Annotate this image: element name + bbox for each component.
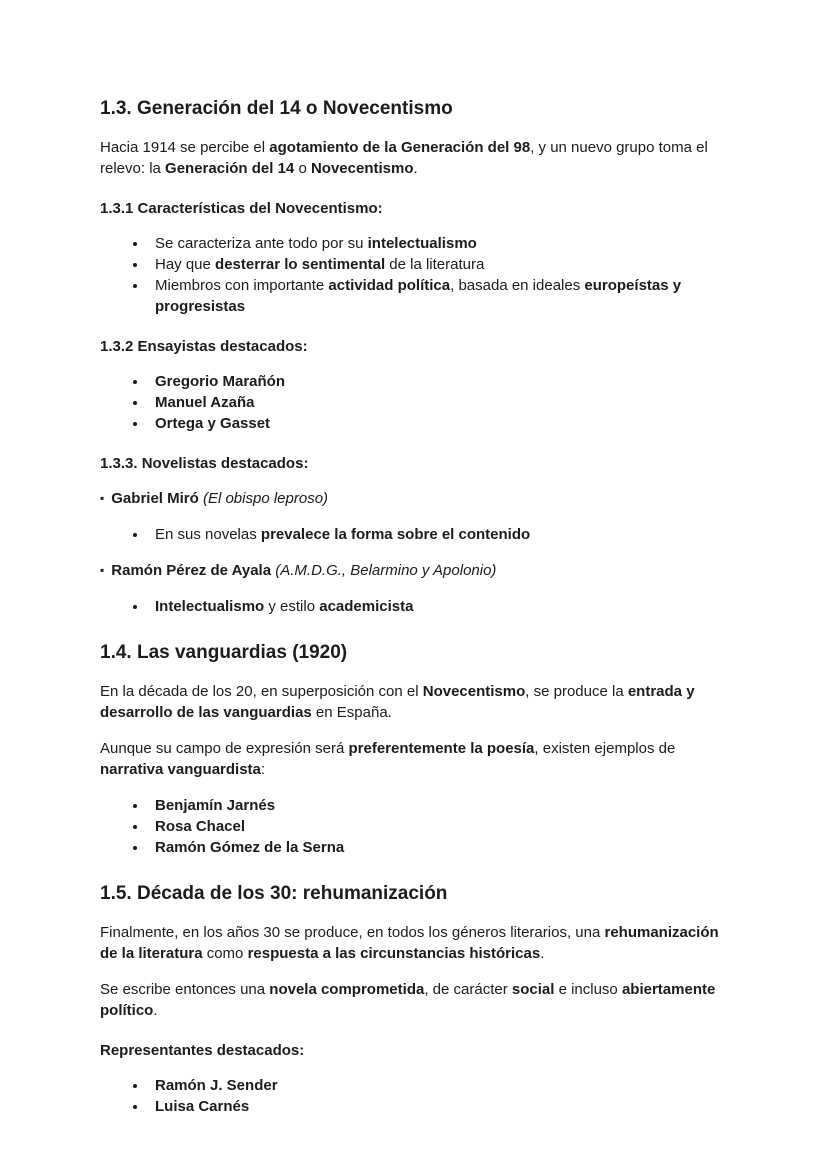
- text-run: , basada en ideales: [450, 277, 585, 294]
- text-run: Ramón Gómez de la Serna: [155, 839, 345, 856]
- text-run: En sus novelas: [155, 526, 261, 543]
- text-run: Ramón J. Sender: [155, 1077, 278, 1094]
- text-run: .: [413, 160, 418, 177]
- list-item: [148, 837, 730, 858]
- list-item: [148, 524, 730, 545]
- list-item: [148, 233, 730, 254]
- text-run: Novecentismo: [422, 683, 526, 700]
- paragraph: [100, 922, 730, 964]
- text-run: actividad política: [328, 277, 451, 294]
- list-item: [148, 371, 730, 392]
- text-run: e incluso: [554, 981, 622, 998]
- text-run: Benjamín Jarnés: [155, 797, 276, 814]
- text-run: o: [294, 160, 311, 177]
- text-run: de la literatura: [385, 256, 485, 273]
- square-bullet-icon: ▪: [100, 491, 105, 505]
- paragraph: [100, 137, 730, 179]
- subsection-heading: 1.3.3. Novelistas destacados:: [100, 455, 309, 472]
- text-run: preferentemente la poesía: [348, 740, 535, 757]
- text-run: narrativa vanguardista: [100, 761, 261, 778]
- text-run: Novecentismo: [310, 160, 414, 177]
- text-run: Hacia 1914 se percibe el: [100, 139, 270, 156]
- text-run: Gabriel Miró: [111, 490, 199, 507]
- section-heading: 1.3. Generación del 14 o Novecentismo: [100, 98, 453, 119]
- text-run: (El obispo leproso): [202, 490, 329, 507]
- text-run: :: [260, 761, 266, 778]
- text-run: como: [202, 945, 248, 962]
- list-item: [148, 254, 730, 275]
- list-item: [148, 1096, 730, 1117]
- list-item: [148, 816, 730, 837]
- text-run: Luisa Carnés: [155, 1098, 250, 1115]
- text-run: y estilo: [264, 598, 320, 615]
- text-run: , existen ejemplos de: [534, 740, 676, 757]
- bullet-list: [100, 233, 730, 317]
- subsection-heading: 1.3.2 Ensayistas destacados:: [100, 338, 308, 355]
- text-run: Gregorio Marañón: [155, 373, 286, 390]
- section-heading: 1.5. Década de los 30: rehumanización: [100, 883, 448, 904]
- text-run: prevalece la forma sobre el contenido: [260, 526, 531, 543]
- text-run: novela comprometida: [269, 981, 425, 998]
- text-run: abiertamente político: [100, 981, 716, 1019]
- list-item: [148, 392, 730, 413]
- text-run: en España.: [311, 704, 392, 721]
- text-run: Rosa Chacel: [155, 818, 246, 835]
- paragraph: [100, 979, 730, 1021]
- text-run: Ortega y Gasset: [155, 415, 271, 432]
- text-run: entrada y desarrollo de las vanguardias: [100, 683, 695, 721]
- list-item: [148, 275, 730, 317]
- text-run: Intelectualismo: [155, 598, 265, 615]
- section-heading: 1.4. Las vanguardias (1920): [100, 642, 348, 663]
- text-run: Manuel Azaña: [155, 394, 255, 411]
- subsection-heading: 1.3.1 Características del Novecentismo:: [100, 200, 383, 217]
- text-run: desterrar lo sentimental: [215, 256, 386, 273]
- list-item: [148, 596, 730, 617]
- text-run: respuesta a las circunstancias históricas: [247, 945, 541, 962]
- list-item: [148, 413, 730, 434]
- text-run: Finalmente, en los años 30 se produce, en todos los géneros literarios, una: [100, 924, 605, 941]
- square-bullet-icon: ▪: [100, 563, 105, 577]
- subsection-heading: Representantes destacados:: [100, 1042, 305, 1059]
- text-run: Miembros con importante: [155, 277, 329, 294]
- bullet-list: [100, 1075, 730, 1117]
- text-run: Aunque su campo de expresión será: [100, 740, 349, 757]
- text-run: En la década de los 20, en superposición con el: [100, 683, 423, 700]
- text-run: academicista: [319, 598, 414, 615]
- text-run: Generación del 14: [165, 160, 295, 177]
- author-entry: [100, 488, 730, 509]
- list-item: [148, 1075, 730, 1096]
- bullet-list: [100, 795, 730, 858]
- text-run: agotamiento de la Generación del 98: [269, 139, 531, 156]
- text-run: , se produce la: [525, 683, 628, 700]
- paragraph: [100, 681, 730, 723]
- author-entry: [100, 560, 730, 581]
- text-run: .: [153, 1002, 158, 1019]
- text-run: .: [540, 945, 545, 962]
- text-run: , de carácter: [424, 981, 512, 998]
- paragraph: [100, 738, 730, 780]
- bullet-list: [100, 596, 730, 617]
- text-run: Hay que: [155, 256, 216, 273]
- bullet-list: [100, 524, 730, 545]
- text-run: rehumanización de la literatura: [100, 924, 719, 962]
- text-run: intelectualismo: [367, 235, 477, 252]
- text-run: Se escribe entonces una: [100, 981, 270, 998]
- text-run: (A.M.D.G., Belarmino y Apolonio): [275, 562, 497, 579]
- text-run: Ramón Pérez de Ayala: [111, 562, 272, 579]
- text-run: europeístas y progresistas: [155, 277, 682, 315]
- list-item: [148, 795, 730, 816]
- text-run: Se caracteriza ante todo por su: [155, 235, 368, 252]
- bullet-list: [100, 371, 730, 434]
- text-run: , y un nuevo grupo toma el relevo: la: [100, 139, 708, 177]
- text-run: social: [511, 981, 555, 998]
